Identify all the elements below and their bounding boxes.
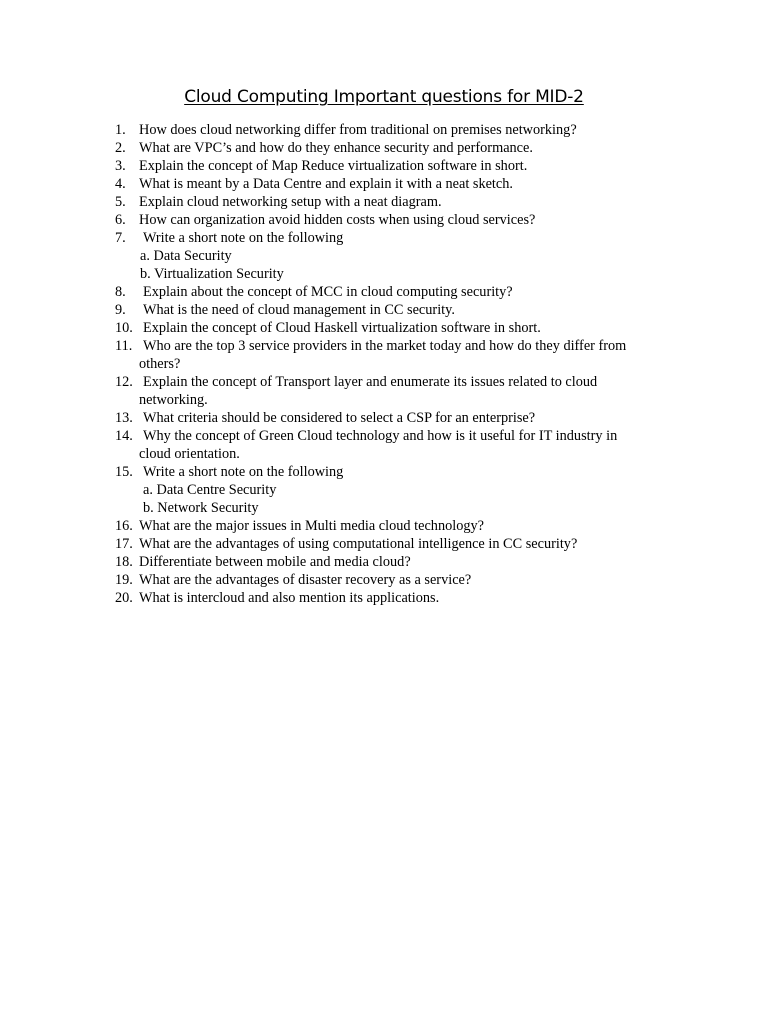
question-number: 17. (115, 536, 133, 552)
question-item (115, 463, 695, 481)
question-text: Explain the concept of Cloud Haskell virtualization software in short. (143, 320, 541, 336)
question-item (115, 121, 695, 139)
question-number: 5. (115, 194, 126, 210)
question-number: 13. (115, 410, 133, 426)
question-text: What is the need of cloud management in CC security. (143, 302, 455, 318)
question-text: What is intercloud and also mention its applications. (139, 590, 440, 606)
question-number: 4. (115, 176, 126, 192)
question-item (115, 373, 695, 391)
question-text: What are VPC’s and how do they enhance security and performance. (139, 140, 533, 156)
question-item (115, 589, 695, 607)
question-text: Explain the concept of Transport layer and enumerate its issues related to cloud (143, 374, 598, 390)
question-number: 7. (115, 230, 126, 246)
question-text: Write a short note on the following (143, 464, 344, 480)
question-number: 19. (115, 572, 133, 588)
question-number: 14. (115, 428, 133, 444)
question-item (115, 409, 695, 427)
question-text: Who are the top 3 service providers in the market today and how do they differ from (143, 338, 627, 354)
question-item (115, 553, 695, 571)
question-number: 15. (115, 464, 133, 480)
question-item (115, 211, 695, 229)
question-number: 11. (115, 338, 133, 354)
page-title: Cloud Computing Important questions for MID-2 (184, 87, 584, 107)
question-continuation: others? (139, 356, 181, 372)
question-item (115, 319, 695, 337)
question-number: 12. (115, 374, 133, 390)
question-text: Write a short note on the following (143, 230, 344, 246)
question-number: 18. (115, 554, 133, 570)
question-number: 10. (115, 320, 133, 336)
question-item (115, 535, 695, 553)
sub-item: a. Data Security (140, 248, 232, 264)
question-text: Explain the concept of Map Reduce virtualization software in short. (139, 158, 528, 174)
question-number: 20. (115, 590, 133, 606)
question-text: What are the major issues in Multi media cloud technology? (139, 518, 485, 534)
question-item (115, 157, 695, 175)
question-number: 3. (115, 158, 126, 174)
question-text: Why the concept of Green Cloud technology and how is it useful for IT industry in (143, 428, 618, 444)
question-number: 16. (115, 518, 133, 534)
question-item (115, 193, 695, 211)
question-item (115, 301, 695, 319)
question-number: 1. (115, 122, 126, 138)
question-text: What is meant by a Data Centre and explain it with a neat sketch. (139, 176, 513, 192)
sub-item: a. Data Centre Security (143, 482, 277, 498)
question-item (115, 229, 695, 247)
question-text: Explain about the concept of MCC in cloud computing security? (143, 284, 513, 300)
question-item (115, 337, 695, 355)
question-item (115, 283, 695, 301)
question-text: Differentiate between mobile and media cloud? (139, 554, 411, 570)
question-text: What are the advantages of disaster recovery as a service? (139, 572, 472, 588)
question-text: What are the advantages of using computational intelligence in CC security? (139, 536, 578, 552)
question-continuation: networking. (139, 392, 208, 408)
question-item (115, 517, 695, 535)
question-list (115, 121, 695, 607)
question-text: What criteria should be considered to select a CSP for an enterprise? (143, 410, 536, 426)
question-item (115, 139, 695, 157)
question-number: 9. (115, 302, 126, 318)
question-text: How does cloud networking differ from traditional on premises networking? (139, 122, 577, 138)
question-item (115, 175, 695, 193)
sub-item: b. Network Security (143, 500, 259, 516)
question-text: Explain cloud networking setup with a neat diagram. (139, 194, 442, 210)
question-number: 8. (115, 284, 126, 300)
question-item (115, 571, 695, 589)
question-continuation: cloud orientation. (139, 446, 240, 462)
sub-item: b. Virtualization Security (140, 266, 284, 282)
question-number: 6. (115, 212, 126, 228)
question-number: 2. (115, 140, 126, 156)
question-item (115, 427, 695, 445)
question-text: How can organization avoid hidden costs when using cloud services? (139, 212, 536, 228)
